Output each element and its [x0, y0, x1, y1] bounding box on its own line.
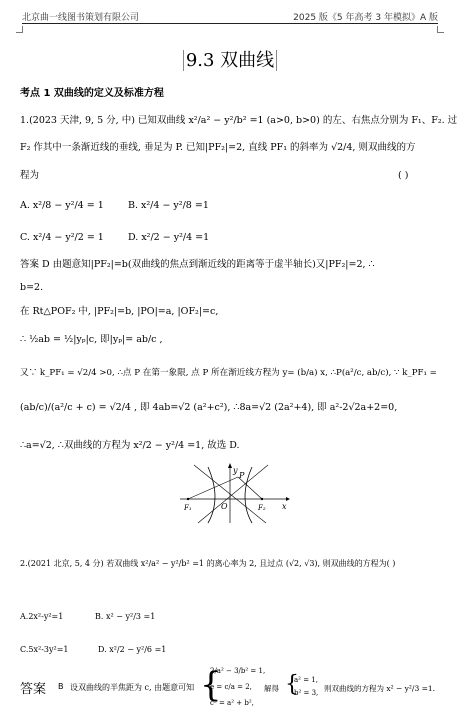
q1-option-b: B. x²/4 − y²/8 =1 [128, 200, 209, 211]
a2-solution-1: a² = 1, [294, 676, 318, 684]
y-axis-arrow [228, 463, 232, 468]
q1-line2: F₂ 作其中一条渐近线的垂线, 垂足为 P. 已知|PF₂|=2, 直线 PF₁ 的斜率为 √2/4, 则双曲线的方 [20, 142, 416, 153]
q2-option-c: C.5x²-3y²=1 [20, 645, 69, 654]
a1-line3: 在 Rt△POF₂ 中, |PF₂|=b, |PO|=a, |OF₂|=c, [20, 306, 219, 317]
q2-option-b: B. x² − y²/3 =1 [95, 612, 156, 621]
hyperbola-right-branch [245, 467, 252, 523]
q2-option-d: D. x²/2 − y²/6 =1 [98, 645, 167, 654]
crop-mark-left [16, 26, 23, 33]
a1-line6: (ab/c)/(a²/c + c) = √2/4 , 即 4ab=√2 (a²+c²), ∴8a=√2 (2a²+4), 即 a²-2√2a+2=0, [20, 402, 398, 413]
crop-mark-right [437, 26, 444, 33]
q1-line3: 程为 [20, 170, 40, 181]
a2-letter: B [58, 682, 64, 691]
a1-line1: 答案 D 由题意知|PF₂|=b(双曲线的焦点到渐近线的距离等于虚半轴长)又|PF₂|=2, ∴ [20, 259, 375, 270]
hyperbola-left-branch [208, 467, 215, 523]
label-y: y [233, 466, 238, 475]
a1-line2: b=2. [20, 282, 44, 293]
q2-stem: 2.(2021 北京, 5, 4 分) 若双曲线 x²/a² − y²/b² =1 的离心率为 2, 且过点 (√2, √3), 则双曲线的方程为( ) [20, 559, 396, 568]
a2-label: 答案 [20, 682, 47, 697]
a2-tail: 则双曲线的方程为 x² − y²/3 =1. [324, 684, 436, 693]
a2-system-eq3: c² = a² + b², [210, 699, 254, 707]
a1-line4: ∴ ½ab = ½|yₚ|c, 即|yₚ|= ab/c , [20, 334, 163, 345]
section-heading: 考点 1 双曲线的定义及标准方程 [20, 88, 164, 99]
q1-option-a: A. x²/8 − y²/4 = 1 [20, 200, 104, 211]
a2-solution-2: b² = 3, [294, 689, 319, 697]
label-p: P [239, 471, 245, 480]
label-f1: F₁ [184, 504, 192, 512]
point-f1 [187, 498, 189, 500]
q1-option-d: D. x²/2 − y²/4 =1 [128, 232, 210, 243]
header-left: 北京曲一线图书策划有限公司 [22, 13, 140, 23]
a2-system-brace: { [200, 665, 222, 705]
a2-system-eq2: e = c/a = 2, [210, 683, 252, 691]
header-right: 2025 版《5 年高考 3 年模拟》A 版 [293, 13, 438, 23]
q1-answer-paren: ( ) [398, 170, 409, 181]
q1-option-c: C. x²/4 − y²/2 = 1 [20, 232, 104, 243]
a2-system-eq1: 2/a² − 3/b² = 1, [210, 667, 266, 675]
point-f2 [261, 498, 263, 500]
label-x: x [282, 502, 287, 511]
a1-line7: ∴a=√2, ∴双曲线的方程为 x²/2 − y²/4 =1, 故选 D. [20, 440, 240, 451]
a2-solution-brace: { [285, 672, 299, 697]
a2-text: 设双曲线的半焦距为 c, 由题意可知 [70, 683, 195, 692]
label-f2: F₂ [258, 504, 266, 512]
q1-line1: 1.(2023 天津, 9, 5 分, 中) 已知双曲线 x²/a² − y²/b² =1 (a>0, b>0) 的左、右焦点分别为 F₁、F₂. 过 [20, 115, 458, 126]
a2-mid: 解得 [264, 684, 279, 693]
hyperbola-figure [178, 463, 290, 525]
q2-option-a: A.2x²-y²=1 [20, 612, 64, 621]
header-rule [22, 23, 438, 24]
label-o: O [221, 502, 228, 511]
page-title: 9.3 双曲线 [0, 46, 460, 72]
a1-line5: 又∵ k_PF₁ = √2/4 >0, ∴点 P 在第一象限, 点 P 所在渐近线方程为 y= (b/a) x, ∴P(a²/c, ab/c), ∵ k_PF₁ = [20, 368, 437, 378]
x-axis-arrow [286, 497, 290, 501]
